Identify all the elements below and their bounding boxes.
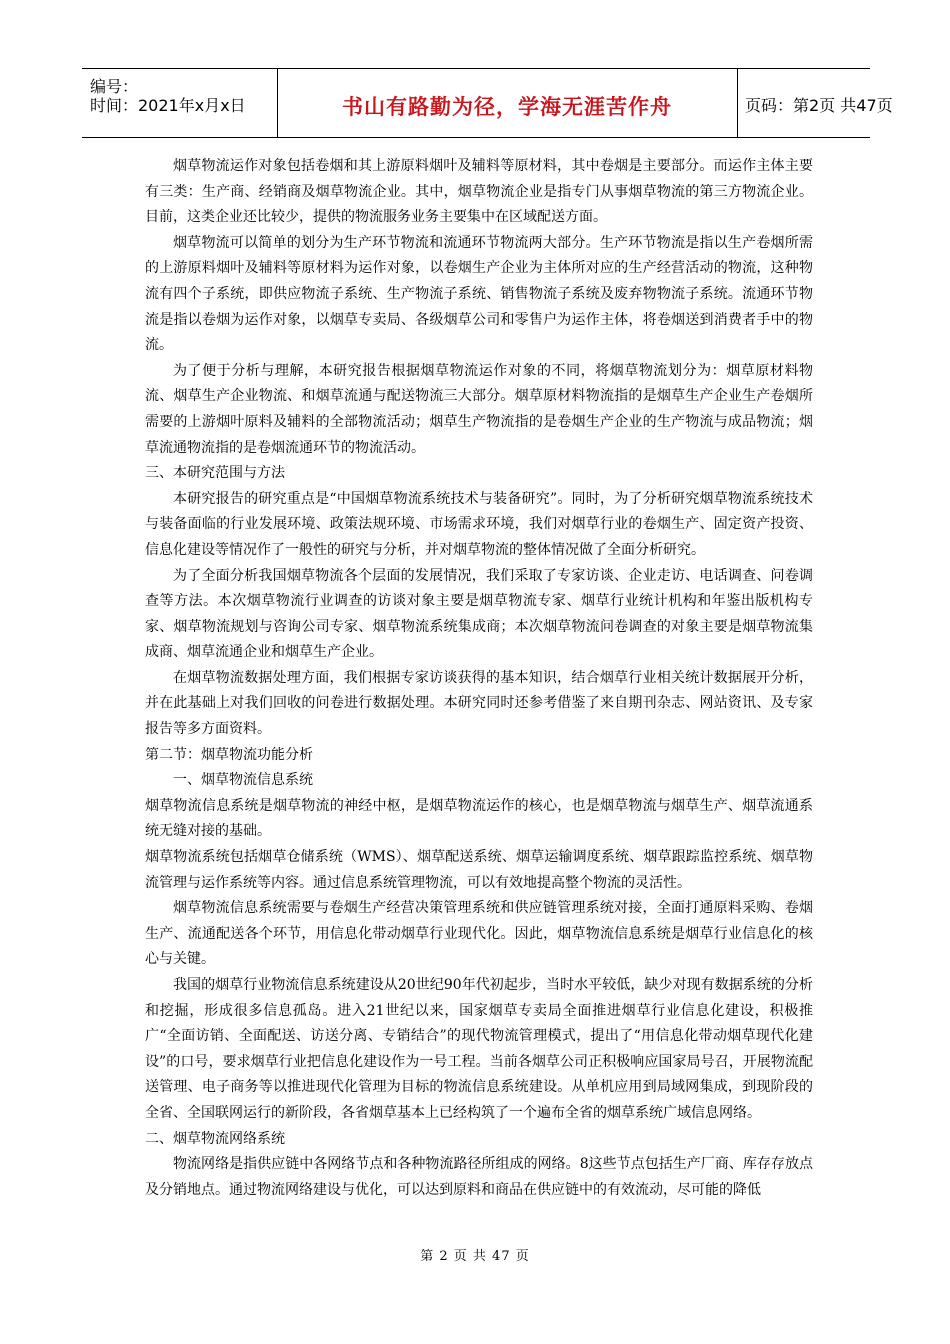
header-meta-cell [82, 69, 278, 137]
body-paragraph: 为了便于分析与理解，本研究报告根据烟草物流运作对象的不同，将烟草物流划分为：烟草原材料物流、烟草生产企业物流、和烟草流通与配送物流三大部分。烟草原材料物流指的是烟草生产企业生产卷烟所需要的上游烟叶原料及辅料的全部物流活动；烟草生产物流指的是卷烟生产企业的生产物流与成品物流；烟草流通物流指的是卷烟流通环节的物流活动。 [145, 362, 813, 456]
body-paragraph: 本研究报告的研究重点是“中国烟草物流系统技术与装备研究”。同时，为了分析研究烟草物流系统技术与装备面临的行业发展环境、政策法规环境、市场需求环境，我们对烟草行业的卷烟生产、固定资产投资、信息化建设等情况作了一般性的研究与分析，并对烟草物流的整体情况做了全面分析研究。 [145, 490, 813, 558]
header-page-cell [737, 69, 893, 137]
header-motto: 书山有路勤为径，学海无涯苦作舟 [342, 95, 672, 119]
body-paragraph: 烟草物流运作对象包括卷烟和其上游原料烟叶及辅料等原材料，其中卷烟是主要部分。而运作主体主要有三类：生产商、经销商及烟草物流企业。其中，烟草物流企业是指专门从事烟草物流的第三方物流企业。目前，这类企业还比较少，提供的物流服务业务主要集中在区域配送方面。 [145, 158, 813, 226]
section-heading: 第二节：烟草物流功能分析 [145, 746, 313, 763]
body-paragraph: 烟草物流可以简单的划分为生产环节物流和流通环节物流两大部分。生产环节物流是指以生产卷烟所需的上游原料烟叶及辅料等原材料为运作对象，以卷烟生产企业为主体所对应的生产经营活动的物流，这种物流有四个子系统，即供应物流子系统、生产物流子系统、销售物流子系统及废弃物物流子系统。流通环节物流是指以卷烟为运作对象，以烟草专卖局、各级烟草公司和零售户为运作主体，将卷烟送到消费者手中的物流。 [145, 234, 813, 354]
body-paragraph: 物流网络是指供应链中各网络节点和各种物流路径所组成的网络。8这些节点包括生产厂商、库存存放点及分销地点。通过物流网络建设与优化，可以达到原料和商品在供应链中的有效流动，尽可能的降低 [145, 1156, 813, 1198]
section-heading: 烟草物流系统包括烟草仓储系统（WMS）、烟草配送系统、烟草运输调度系统、烟草跟踪监控系统、烟草物流管理与运作系统等内容。通过信息系统管理物流，可以有效地提高整个物流的灵活性。 [145, 849, 813, 891]
page-header [82, 68, 893, 138]
header-page-info: 页码：第2页 共47页 [745, 96, 893, 115]
document-code-label: 编号： [90, 77, 139, 96]
page-footer: 第 2 页 共 47 页 [420, 1249, 530, 1264]
section-heading: 一、烟草物流信息系统 [173, 772, 313, 789]
body-paragraph: 为了全面分析我国烟草物流各个层面的发展情况，我们采取了专家访谈、企业走访、电话调查、问卷调查等方法。本次烟草物流行业调查的访谈对象主要是烟草物流专家、烟草行业统计机构和年鉴出版机构专家、烟草物流规划与咨询公司专家、烟草物流系统集成商；本次烟草物流问卷调查的对象主要是烟草物流集成商、烟草流通企业和烟草生产企业。 [145, 567, 813, 661]
section-heading: 二、烟草物流网络系统 [145, 1130, 285, 1147]
section-heading: 烟草物流信息系统是烟草物流的神经中枢，是烟草物流运作的核心，也是烟草物流与烟草生产、烟草流通系统无缝对接的基础。 [145, 797, 813, 840]
section-heading: 三、本研究范围与方法 [145, 465, 285, 482]
body-paragraph: 烟草物流信息系统需要与卷烟生产经营决策管理系统和供应链管理系统对接，全面打通原料采购、卷烟生产、流通配送各个环节，用信息化带动烟草行业现代化。因此，烟草物流信息系统是烟草行业信息化的核心与关键。 [145, 900, 813, 968]
document-time-label: 时间：2021年x月x日 [90, 96, 246, 115]
header-motto-cell [277, 69, 738, 137]
body-paragraph: 我国的烟草行业物流信息系统建设从20世纪90年代初起步，当时水平较低，缺少对现有数据系统的分析和挖掘，形成很多信息孤岛。进入21世纪以来，国家烟草专卖局全面推进烟草行业信息化建设，积极推广“全面访销、全面配送、访送分离、专销结合”的现代物流管理模式，提出了“用信息化带动烟草现代化建设”的口号，要求烟草行业把信息化建设作为一号工程。当前各烟草公司正积极响应国家局号召，开展物流配送管理、电子商务等以推进现代化管理为目标的物流信息系统建设。从单机应用到局域网集成，到现阶段的全省、全国联网运行的新阶段，各省烟草基本上已经构筑了一个遍布全省的烟草系统广域信息网络。 [145, 977, 813, 1121]
body-paragraph: 在烟草物流数据处理方面，我们根据专家访谈获得的基本知识，结合烟草行业相关统计数据展开分析，并在此基础上对我们回收的问卷进行数据处理。本研究同时还参考借鉴了来自期刊杂志、网站资讯、及专家报告等多方面资料。 [145, 669, 813, 738]
document-body [145, 154, 813, 1203]
